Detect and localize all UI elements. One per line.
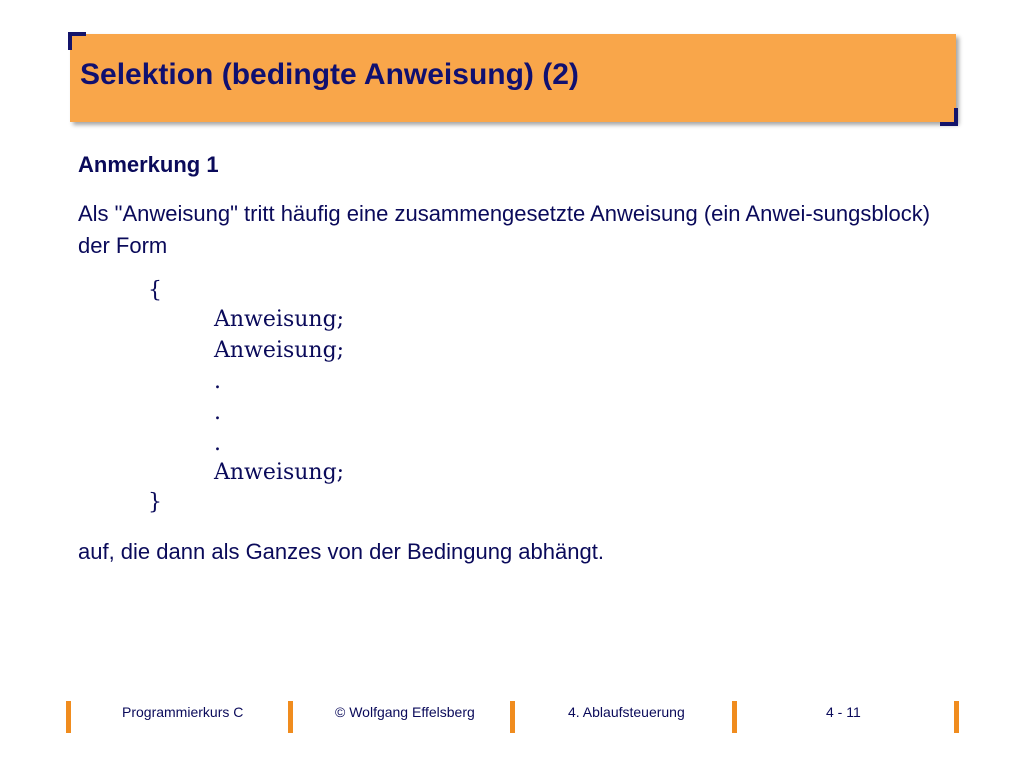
intro-paragraph: Als "Anweisung" tritt häufig eine zusammengesetzte Anweisung (ein Anwei-sungsblock) der Form	[78, 201, 931, 258]
footer-divider	[288, 701, 293, 733]
title-corner-bottom-right	[940, 108, 958, 126]
code-ellipsis-dot: .	[214, 369, 221, 394]
footer-divider	[66, 701, 71, 733]
slide-title: Selektion (bedingte Anweisung) (2)	[80, 58, 579, 91]
title-bar	[70, 34, 956, 122]
footer-divider	[510, 701, 515, 733]
title-corner-top-left	[68, 32, 86, 50]
code-ellipsis-dot: .	[214, 400, 221, 425]
code-statement: Anweisung;	[214, 338, 345, 363]
footer-page-number: 4 - 11	[826, 704, 861, 720]
code-statement: Anweisung;	[214, 307, 345, 332]
footer-course: Programmierkurs C	[122, 704, 244, 720]
remark-heading: Anmerkung 1	[78, 152, 219, 177]
closing-paragraph: auf, die dann als Ganzes von der Bedingung abhängt.	[78, 539, 604, 564]
footer-divider	[732, 701, 737, 733]
footer-chapter: 4. Ablaufsteuerung	[568, 704, 685, 720]
code-ellipsis-dot: .	[214, 431, 221, 456]
code-statement: Anweisung;	[214, 460, 345, 485]
code-open-brace: {	[148, 278, 162, 303]
footer-author: © Wolfgang Effelsberg	[335, 704, 475, 720]
code-close-brace: }	[148, 490, 162, 515]
footer-divider	[954, 701, 959, 733]
